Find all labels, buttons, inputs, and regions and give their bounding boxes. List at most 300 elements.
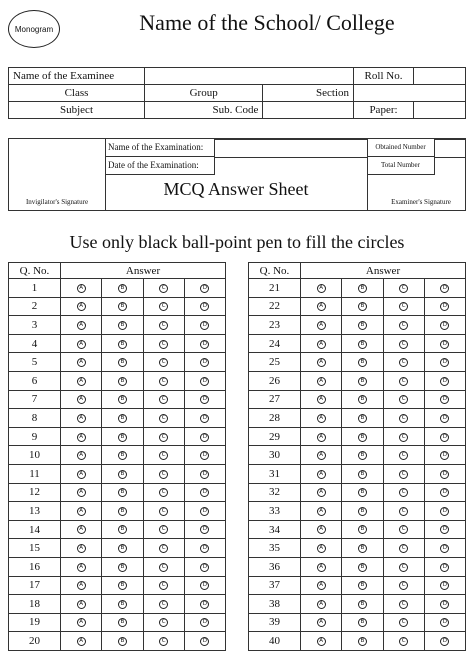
answer-bubble-c[interactable]: C <box>399 358 408 367</box>
qno-header: Q. No. <box>249 263 301 279</box>
question-row <box>9 595 226 614</box>
answer-bubble-c[interactable]: C <box>399 302 408 311</box>
answer-cell <box>143 464 184 483</box>
answer-cell <box>342 371 383 390</box>
answer-bubble-b[interactable]: B <box>358 618 367 627</box>
answer-bubble-c[interactable]: C <box>399 395 408 404</box>
question-number: 22 <box>249 297 301 316</box>
question-number: 17 <box>9 576 61 595</box>
answer-bubble-c[interactable]: C <box>399 637 408 646</box>
answer-bubble-a[interactable]: A <box>317 618 326 627</box>
answer-bubble-d[interactable]: D <box>200 377 209 386</box>
question-row <box>9 576 226 595</box>
answer-cell <box>184 595 225 614</box>
answer-bubble-c[interactable]: C <box>159 507 168 516</box>
answer-bubble-d[interactable]: D <box>440 637 449 646</box>
answer-bubble-c[interactable]: C <box>399 581 408 590</box>
answer-bubble-c[interactable]: C <box>159 451 168 460</box>
answer-bubble-a[interactable]: A <box>317 358 326 367</box>
answer-bubble-b[interactable]: B <box>358 470 367 479</box>
answer-bubble-b[interactable]: B <box>118 302 127 311</box>
examinee-field[interactable] <box>145 68 354 85</box>
answer-cell <box>383 557 424 576</box>
answer-bubble-c[interactable]: C <box>399 525 408 534</box>
answer-cell <box>301 334 342 353</box>
answer-bubble-a[interactable]: A <box>77 600 86 609</box>
answer-bubble-d[interactable]: D <box>200 414 209 423</box>
answer-cell <box>61 632 102 651</box>
answer-bubble-b[interactable]: B <box>358 563 367 572</box>
answer-bubble-d[interactable]: D <box>200 340 209 349</box>
paper-field[interactable] <box>414 102 466 119</box>
answer-grid-left <box>8 262 226 651</box>
answer-cell <box>424 409 465 428</box>
answer-cell <box>61 464 102 483</box>
answer-cell <box>383 353 424 372</box>
answer-bubble-b[interactable]: B <box>118 563 127 572</box>
answer-bubble-b[interactable]: B <box>358 340 367 349</box>
answer-cell <box>424 502 465 521</box>
answer-cell <box>342 353 383 372</box>
answer-cell <box>383 632 424 651</box>
answer-cell <box>184 483 225 502</box>
answer-bubble-c[interactable]: C <box>159 414 168 423</box>
answer-bubble-b[interactable]: B <box>118 377 127 386</box>
answer-bubble-d[interactable]: D <box>440 395 449 404</box>
answer-bubble-a[interactable]: A <box>77 544 86 553</box>
answer-bubble-a[interactable]: A <box>317 321 326 330</box>
answer-cell <box>143 409 184 428</box>
answer-bubble-b[interactable]: B <box>358 284 367 293</box>
question-row <box>249 409 466 428</box>
answer-bubble-d[interactable]: D <box>440 618 449 627</box>
answer-bubble-d[interactable]: D <box>200 637 209 646</box>
answer-cell <box>143 371 184 390</box>
answer-bubble-d[interactable]: D <box>200 358 209 367</box>
answer-bubble-c[interactable]: C <box>399 507 408 516</box>
answer-cell <box>301 427 342 446</box>
answer-cell <box>383 371 424 390</box>
answer-cell <box>383 427 424 446</box>
answer-bubble-a[interactable]: A <box>317 451 326 460</box>
answer-cell <box>342 557 383 576</box>
answer-bubble-c[interactable]: C <box>399 600 408 609</box>
answer-bubble-b[interactable]: B <box>358 525 367 534</box>
answer-bubble-d[interactable]: D <box>200 507 209 516</box>
answer-cell <box>424 632 465 651</box>
answer-cell <box>301 316 342 335</box>
answer-bubble-b[interactable]: B <box>358 507 367 516</box>
answer-cell <box>184 464 225 483</box>
answer-bubble-a[interactable]: A <box>317 302 326 311</box>
answer-bubble-c[interactable]: C <box>159 600 168 609</box>
answer-cell <box>342 297 383 316</box>
question-row <box>249 483 466 502</box>
answer-bubble-c[interactable]: C <box>399 470 408 479</box>
answer-cell <box>424 557 465 576</box>
answer-cell <box>184 279 225 298</box>
answer-bubble-a[interactable]: A <box>317 600 326 609</box>
answer-bubble-a[interactable]: A <box>77 340 86 349</box>
answer-cell <box>383 409 424 428</box>
answer-cell <box>143 576 184 595</box>
answer-bubble-c[interactable]: C <box>159 618 168 627</box>
question-number: 28 <box>249 409 301 428</box>
answer-bubble-b[interactable]: B <box>118 470 127 479</box>
question-number: 15 <box>9 539 61 558</box>
answer-cell <box>184 613 225 632</box>
answer-cell <box>383 464 424 483</box>
answer-bubble-c[interactable]: C <box>159 488 168 497</box>
answer-bubble-c[interactable]: C <box>399 563 408 572</box>
answer-cell <box>424 353 465 372</box>
answer-bubble-c[interactable]: C <box>159 302 168 311</box>
obtained-number-field[interactable] <box>435 139 465 140</box>
question-row <box>9 427 226 446</box>
answer-cell <box>143 427 184 446</box>
answer-bubble-d[interactable]: D <box>440 377 449 386</box>
answer-bubble-b[interactable]: B <box>118 358 127 367</box>
question-number: 21 <box>249 279 301 298</box>
class-label: Class <box>9 85 145 102</box>
answer-bubble-d[interactable]: D <box>200 600 209 609</box>
answer-bubble-b[interactable]: B <box>358 600 367 609</box>
answer-bubble-b[interactable]: B <box>358 544 367 553</box>
question-number: 7 <box>9 390 61 409</box>
answer-bubble-a[interactable]: A <box>317 377 326 386</box>
answer-bubble-a[interactable]: A <box>77 377 86 386</box>
roll-field[interactable] <box>414 68 466 85</box>
answer-cell <box>61 595 102 614</box>
answer-bubble-b[interactable]: B <box>358 414 367 423</box>
question-number: 39 <box>249 613 301 632</box>
answer-cell <box>383 279 424 298</box>
answer-cell <box>342 334 383 353</box>
answer-bubble-a[interactable]: A <box>77 321 86 330</box>
subject-label: Subject <box>9 102 145 119</box>
answer-bubble-a[interactable]: A <box>77 525 86 534</box>
answer-cell <box>301 557 342 576</box>
answer-bubble-b[interactable]: B <box>118 600 127 609</box>
answer-bubble-a[interactable]: A <box>317 414 326 423</box>
answer-cell <box>424 595 465 614</box>
answer-bubble-d[interactable]: D <box>200 433 209 442</box>
answer-cell <box>61 576 102 595</box>
question-row <box>249 557 466 576</box>
section-field[interactable] <box>354 85 466 102</box>
answer-cell <box>301 483 342 502</box>
question-row <box>249 520 466 539</box>
answer-bubble-b[interactable]: B <box>358 451 367 460</box>
answer-cell <box>102 334 143 353</box>
answer-bubble-d[interactable]: D <box>440 284 449 293</box>
question-row <box>9 557 226 576</box>
answer-bubble-d[interactable]: D <box>200 470 209 479</box>
answer-bubble-a[interactable]: A <box>317 284 326 293</box>
answer-bubble-b[interactable]: B <box>118 581 127 590</box>
answer-cell <box>301 632 342 651</box>
answer-bubble-b[interactable]: B <box>118 637 127 646</box>
answer-cell <box>184 502 225 521</box>
answer-bubble-c[interactable]: C <box>399 284 408 293</box>
question-number: 23 <box>249 316 301 335</box>
answer-cell <box>102 576 143 595</box>
answer-bubble-a[interactable]: A <box>77 563 86 572</box>
answer-bubble-c[interactable]: C <box>399 340 408 349</box>
answer-bubble-d[interactable]: D <box>440 451 449 460</box>
answer-bubble-a[interactable]: A <box>317 395 326 404</box>
answer-bubble-d[interactable]: D <box>200 488 209 497</box>
answer-bubble-d[interactable]: D <box>200 581 209 590</box>
answer-bubble-b[interactable]: B <box>358 395 367 404</box>
answer-bubble-a[interactable]: A <box>77 358 86 367</box>
answer-bubble-c[interactable]: C <box>399 451 408 460</box>
answer-bubble-d[interactable]: D <box>200 395 209 404</box>
answer-bubble-b[interactable]: B <box>358 433 367 442</box>
answer-cell <box>184 334 225 353</box>
answer-cell <box>102 279 143 298</box>
answer-bubble-a[interactable]: A <box>77 284 86 293</box>
answer-cell <box>184 539 225 558</box>
answer-cell <box>102 390 143 409</box>
answer-cell <box>342 595 383 614</box>
answer-bubble-c[interactable]: C <box>399 544 408 553</box>
exam-name-label: Name of the Examination: <box>105 139 215 157</box>
answer-cell <box>342 390 383 409</box>
answer-bubble-c[interactable]: C <box>399 488 408 497</box>
examiner-signature-label: Examiner's Signature <box>391 198 451 206</box>
answer-cell <box>102 613 143 632</box>
answer-cell <box>61 353 102 372</box>
answer-cell <box>61 483 102 502</box>
question-row <box>9 409 226 428</box>
answer-bubble-b[interactable]: B <box>118 544 127 553</box>
answer-cell <box>143 557 184 576</box>
answer-bubble-b[interactable]: B <box>358 377 367 386</box>
question-row <box>249 632 466 651</box>
answer-bubble-a[interactable]: A <box>77 414 86 423</box>
answer-bubble-c[interactable]: C <box>399 618 408 627</box>
answer-bubble-a[interactable]: A <box>77 302 86 311</box>
question-number: 31 <box>249 464 301 483</box>
answer-bubble-c[interactable]: C <box>159 340 168 349</box>
question-number: 38 <box>249 595 301 614</box>
answer-cell <box>342 446 383 465</box>
answer-cell <box>102 632 143 651</box>
answer-cell <box>184 371 225 390</box>
answer-bubble-c[interactable]: C <box>399 321 408 330</box>
answer-cell <box>61 409 102 428</box>
answer-bubble-d[interactable]: D <box>440 321 449 330</box>
answer-bubble-d[interactable]: D <box>200 525 209 534</box>
answer-bubble-b[interactable]: B <box>118 340 127 349</box>
answer-bubble-c[interactable]: C <box>159 581 168 590</box>
answer-bubble-c[interactable]: C <box>399 377 408 386</box>
answer-bubble-a[interactable]: A <box>77 488 86 497</box>
answer-cell <box>184 557 225 576</box>
answer-bubble-b[interactable]: B <box>118 284 127 293</box>
question-row <box>9 446 226 465</box>
answer-bubble-d[interactable]: D <box>200 302 209 311</box>
answer-bubble-a[interactable]: A <box>317 544 326 553</box>
answer-cell <box>342 613 383 632</box>
answer-cell <box>383 297 424 316</box>
question-number: 14 <box>9 520 61 539</box>
question-number: 24 <box>249 334 301 353</box>
answer-bubble-c[interactable]: C <box>159 377 168 386</box>
answer-bubble-c[interactable]: C <box>399 414 408 423</box>
answer-bubble-b[interactable]: B <box>118 414 127 423</box>
answer-bubble-c[interactable]: C <box>159 470 168 479</box>
answer-bubble-b[interactable]: B <box>118 451 127 460</box>
answer-bubble-c[interactable]: C <box>159 525 168 534</box>
answer-bubble-c[interactable]: C <box>159 321 168 330</box>
answer-bubble-b[interactable]: B <box>118 433 127 442</box>
answer-cell <box>342 427 383 446</box>
answer-bubble-c[interactable]: C <box>159 544 168 553</box>
answer-bubble-c[interactable]: C <box>159 358 168 367</box>
answer-bubble-d[interactable]: D <box>200 563 209 572</box>
answer-bubble-a[interactable]: A <box>317 488 326 497</box>
answer-bubble-a[interactable]: A <box>317 433 326 442</box>
answer-cell <box>61 446 102 465</box>
answer-bubble-d[interactable]: D <box>440 414 449 423</box>
answer-bubble-a[interactable]: A <box>317 470 326 479</box>
answer-bubble-d[interactable]: D <box>200 544 209 553</box>
answer-bubble-d[interactable]: D <box>440 544 449 553</box>
question-row <box>9 279 226 298</box>
answer-bubble-d[interactable]: D <box>440 507 449 516</box>
answer-cell <box>383 539 424 558</box>
answer-bubble-d[interactable]: D <box>440 340 449 349</box>
answer-bubble-c[interactable]: C <box>159 284 168 293</box>
answer-bubble-a[interactable]: A <box>317 507 326 516</box>
answer-bubble-d[interactable]: D <box>440 488 449 497</box>
answer-bubble-d[interactable]: D <box>200 451 209 460</box>
answer-cell <box>383 483 424 502</box>
answer-cell <box>342 483 383 502</box>
answer-cell <box>61 502 102 521</box>
answer-bubble-b[interactable]: B <box>358 637 367 646</box>
question-number: 32 <box>249 483 301 502</box>
answer-bubble-a[interactable]: A <box>77 451 86 460</box>
answer-bubble-a[interactable]: A <box>317 340 326 349</box>
section-label: Section <box>263 85 354 102</box>
answer-bubble-c[interactable]: C <box>399 433 408 442</box>
answer-bubble-a[interactable]: A <box>77 395 86 404</box>
sheet-title: MCQ Answer Sheet <box>163 179 309 199</box>
question-number: 26 <box>249 371 301 390</box>
answer-cell <box>383 334 424 353</box>
question-row <box>9 316 226 335</box>
answer-cell <box>143 316 184 335</box>
answer-cell <box>301 371 342 390</box>
answer-cell <box>61 390 102 409</box>
answer-bubble-c[interactable]: C <box>159 563 168 572</box>
answer-cell <box>301 613 342 632</box>
answer-bubble-a[interactable]: A <box>317 581 326 590</box>
answer-bubble-a[interactable]: A <box>77 507 86 516</box>
answer-cell <box>301 446 342 465</box>
answer-cell <box>102 595 143 614</box>
answer-bubble-d[interactable]: D <box>440 302 449 311</box>
answer-bubble-b[interactable]: B <box>118 507 127 516</box>
answer-bubble-d[interactable]: D <box>200 618 209 627</box>
answer-cell <box>424 446 465 465</box>
answer-bubble-b[interactable]: B <box>118 525 127 534</box>
answer-bubble-d[interactable]: D <box>440 563 449 572</box>
answer-bubble-a[interactable]: A <box>77 637 86 646</box>
examination-box <box>8 138 466 211</box>
answer-bubble-b[interactable]: B <box>358 358 367 367</box>
answer-cell <box>301 297 342 316</box>
answer-bubble-d[interactable]: D <box>440 433 449 442</box>
total-number-field[interactable] <box>435 157 465 158</box>
answer-cell <box>424 390 465 409</box>
question-number: 13 <box>9 502 61 521</box>
answer-bubble-d[interactable]: D <box>440 470 449 479</box>
answer-bubble-b[interactable]: B <box>358 581 367 590</box>
answer-cell <box>424 371 465 390</box>
question-row <box>9 539 226 558</box>
answer-cell <box>102 371 143 390</box>
instruction-text: Use only black ball-point pen to fill the circles <box>69 232 405 252</box>
answer-bubble-c[interactable]: C <box>159 637 168 646</box>
answer-cell <box>424 297 465 316</box>
answer-cell <box>383 613 424 632</box>
answer-cell <box>301 539 342 558</box>
answer-bubble-a[interactable]: A <box>317 637 326 646</box>
answer-bubble-d[interactable]: D <box>440 581 449 590</box>
answer-bubble-a[interactable]: A <box>317 563 326 572</box>
answer-bubble-a[interactable]: A <box>77 433 86 442</box>
answer-bubble-a[interactable]: A <box>77 470 86 479</box>
answer-bubble-d[interactable]: D <box>440 525 449 534</box>
answer-bubble-a[interactable]: A <box>77 581 86 590</box>
answer-bubble-b[interactable]: B <box>118 488 127 497</box>
answer-bubble-d[interactable]: D <box>200 321 209 330</box>
exam-name-field[interactable] <box>215 139 367 140</box>
answer-bubble-d[interactable]: D <box>440 358 449 367</box>
answer-bubble-b[interactable]: B <box>358 488 367 497</box>
exam-date-field[interactable] <box>215 157 367 158</box>
question-number: 40 <box>249 632 301 651</box>
answer-bubble-c[interactable]: C <box>159 433 168 442</box>
answer-bubble-c[interactable]: C <box>159 395 168 404</box>
answer-bubble-a[interactable]: A <box>77 618 86 627</box>
subcode-field[interactable] <box>263 102 354 119</box>
answer-cell <box>61 316 102 335</box>
question-number: 35 <box>249 539 301 558</box>
answer-bubble-b[interactable]: B <box>358 321 367 330</box>
question-number: 19 <box>9 613 61 632</box>
answer-bubble-b[interactable]: B <box>358 302 367 311</box>
answer-cell <box>383 576 424 595</box>
answer-cell <box>143 632 184 651</box>
answer-bubble-b[interactable]: B <box>118 395 127 404</box>
answer-bubble-d[interactable]: D <box>440 600 449 609</box>
question-number: 4 <box>9 334 61 353</box>
answer-bubble-b[interactable]: B <box>118 618 127 627</box>
answer-cell <box>61 427 102 446</box>
answer-bubble-d[interactable]: D <box>200 284 209 293</box>
question-number: 25 <box>249 353 301 372</box>
answer-bubble-a[interactable]: A <box>317 525 326 534</box>
answer-bubble-b[interactable]: B <box>118 321 127 330</box>
answer-cell <box>424 334 465 353</box>
question-number: 34 <box>249 520 301 539</box>
answer-cell <box>383 502 424 521</box>
